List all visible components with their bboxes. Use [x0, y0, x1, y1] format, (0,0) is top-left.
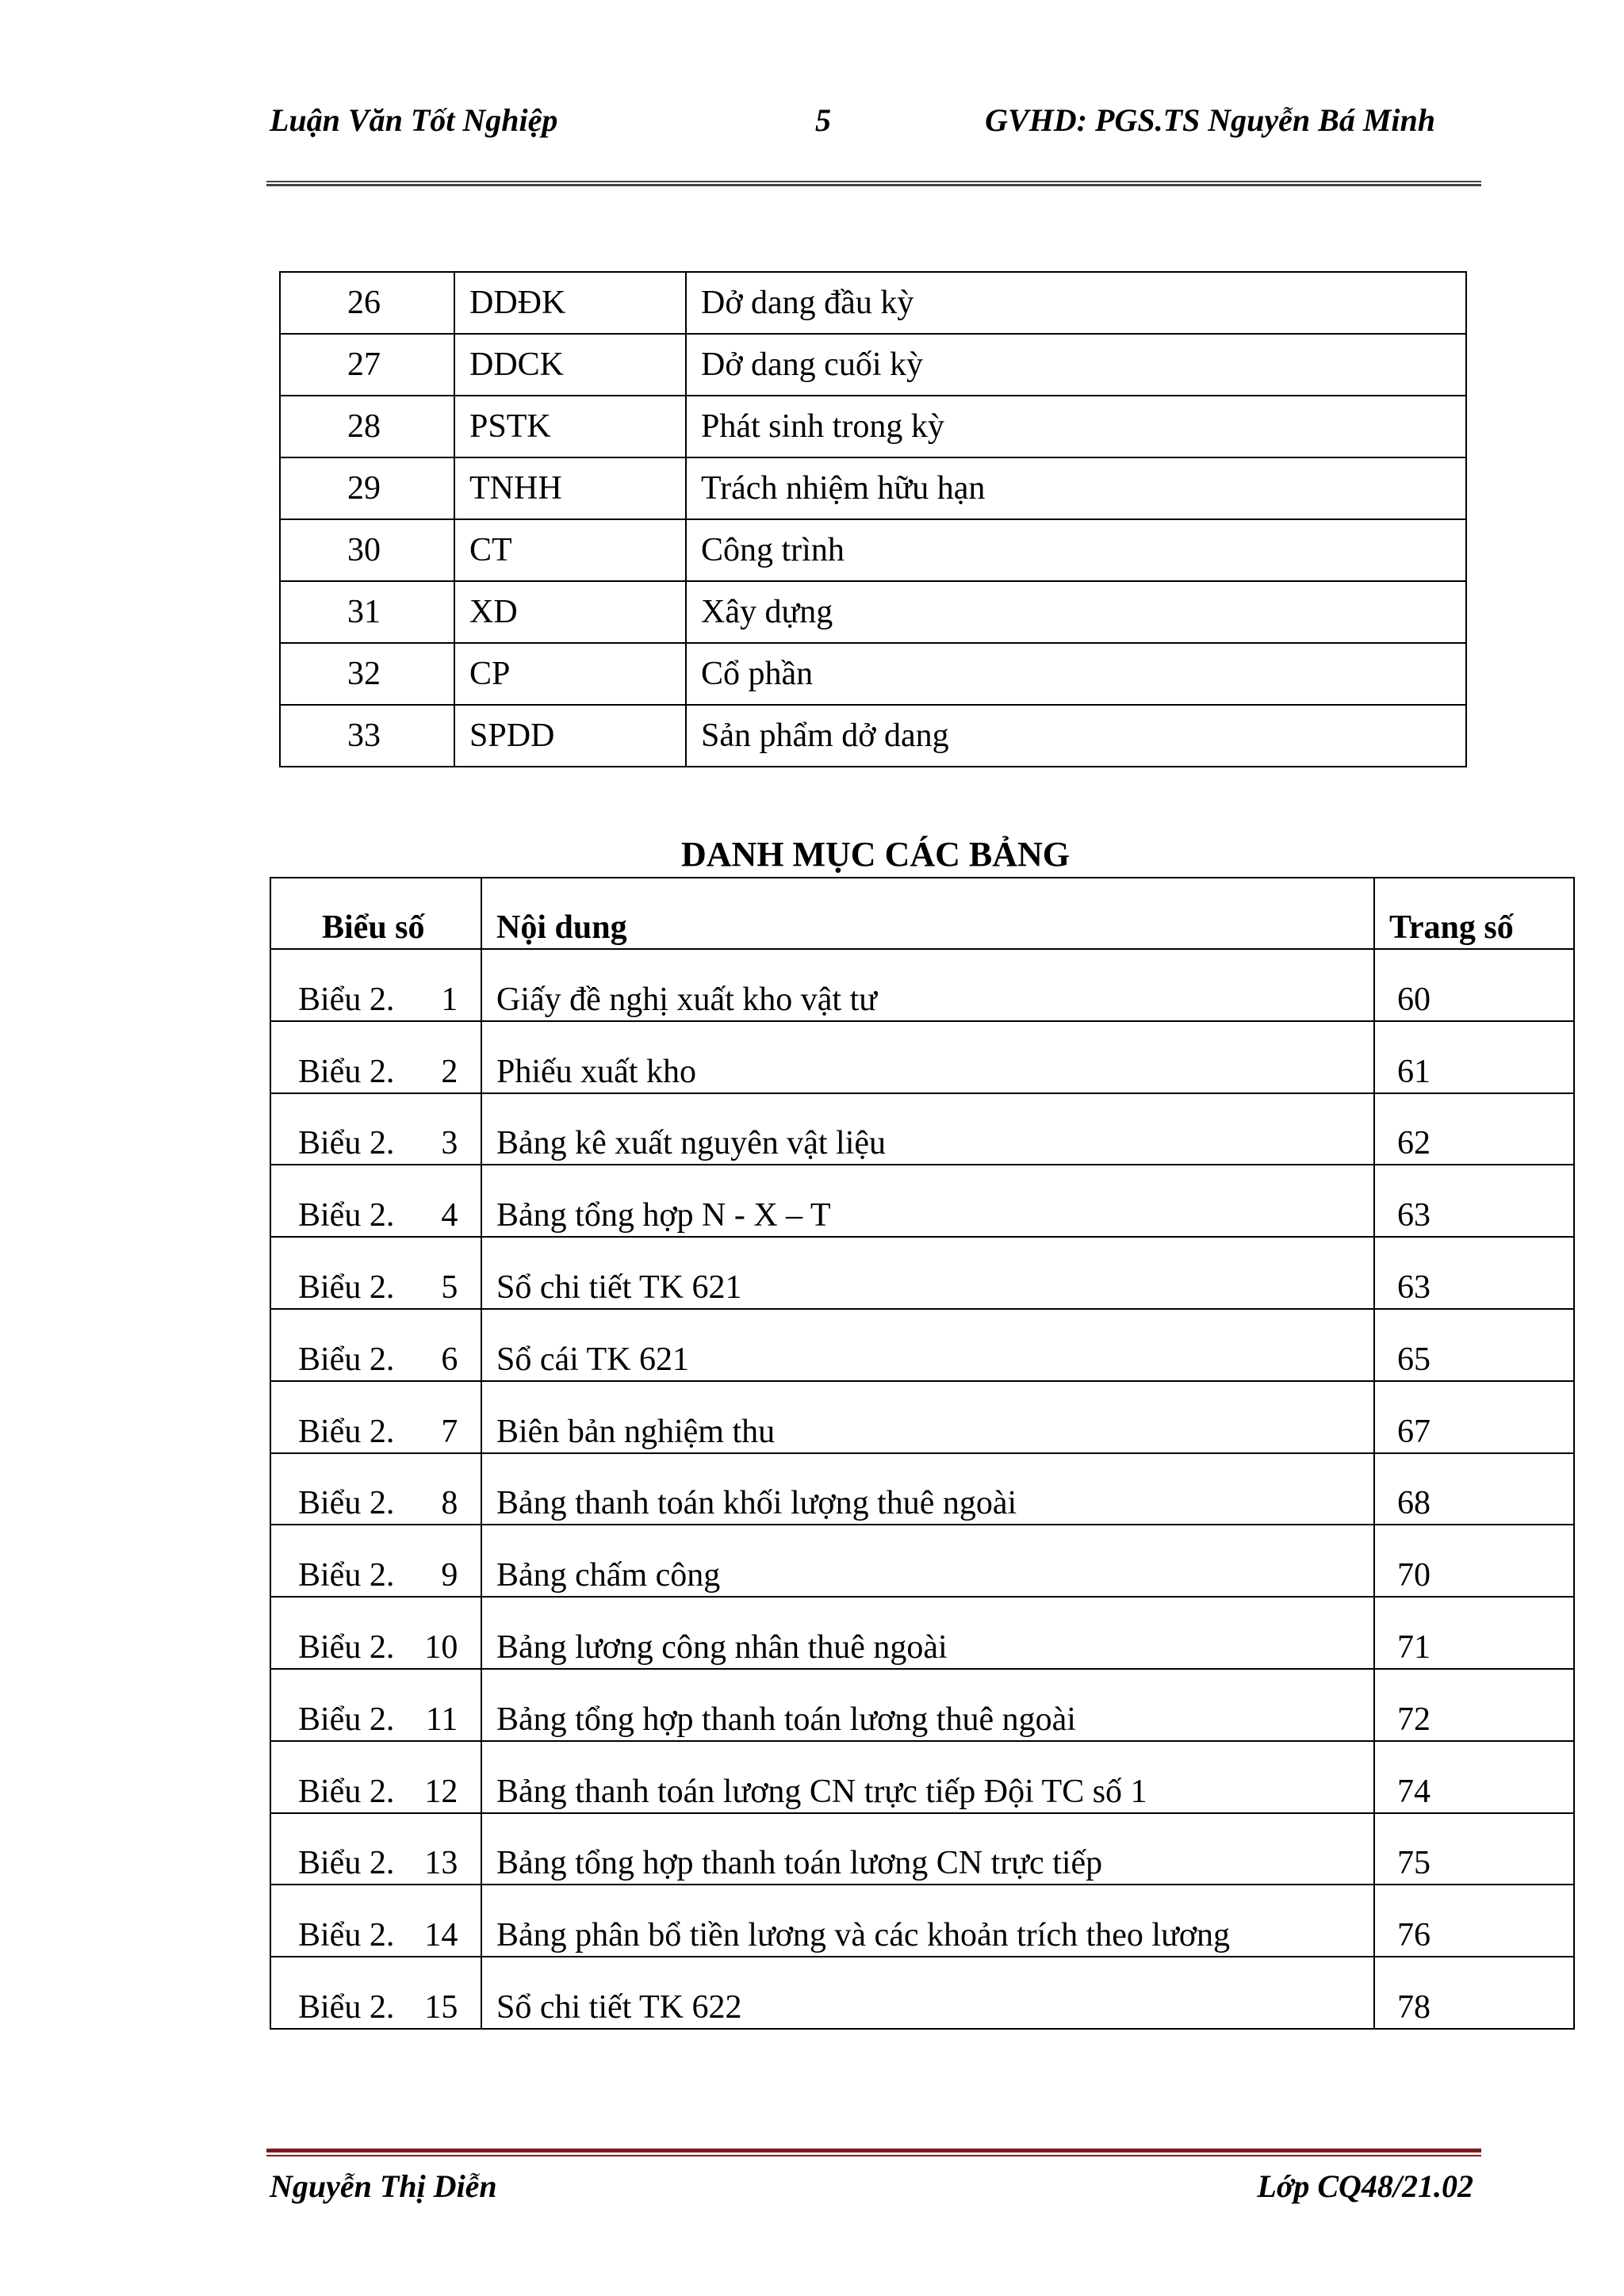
abbr-number: 32: [280, 643, 454, 705]
table-page-cell: 70: [1374, 1525, 1574, 1597]
table-number-cell: [270, 1237, 481, 1309]
footer-rule: [266, 2149, 1481, 2159]
header-thesis-title: Luận Văn Tốt Nghiệp: [270, 102, 558, 138]
tables-list-title: DANH MỤC CÁC BẢNG: [680, 835, 1071, 874]
table-number-prefix: Biểu 2.: [298, 1773, 395, 1810]
table-row: [280, 334, 1466, 396]
abbr-description: Cổ phần: [686, 643, 1466, 705]
table-content-cell: Sổ chi tiết TK 622: [481, 1957, 1374, 2029]
table-number-cell: [270, 1093, 481, 1165]
table-number-index: 11: [425, 1701, 458, 1738]
abbreviation-table: [279, 271, 1467, 767]
table-page-cell: 71: [1374, 1597, 1574, 1669]
table-row: [270, 1237, 1574, 1309]
table-content-cell: Sổ chi tiết TK 621: [481, 1237, 1374, 1309]
table-page-cell: 78: [1374, 1957, 1574, 2029]
page-header: [270, 94, 1443, 149]
table-row: [270, 1597, 1574, 1669]
table-number-cell: [270, 1669, 481, 1741]
table-number-prefix: Biểu 2.: [298, 1269, 395, 1306]
abbr-description: Phát sinh trong kỳ: [686, 396, 1466, 457]
table-number-cell: [270, 1381, 481, 1453]
table-number-index: 5: [441, 1269, 458, 1306]
table-number-prefix: Biểu 2.: [298, 1125, 395, 1162]
table-number-prefix: Biểu 2.: [298, 1413, 395, 1450]
table-number-prefix: Biểu 2.: [298, 1485, 395, 1522]
abbr-description: Trách nhiệm hữu hạn: [686, 457, 1466, 519]
table-number-index: 1: [441, 981, 458, 1018]
table-number-index: 10: [424, 1628, 458, 1666]
table-row: [270, 1453, 1574, 1525]
abbr-number: 31: [280, 581, 454, 643]
table-page-cell: 60: [1374, 949, 1574, 1021]
table-content-cell: Bảng thanh toán khối lượng thuê ngoài: [481, 1453, 1374, 1525]
table-number-prefix: Biểu 2.: [298, 1917, 395, 1954]
table-page-cell: 63: [1374, 1237, 1574, 1309]
footer-class: Lớp CQ48/21.02: [1257, 2168, 1473, 2204]
page-footer: [270, 2163, 1473, 2210]
table-page-cell: 61: [1374, 1021, 1574, 1093]
table-number-cell: [270, 1885, 481, 1957]
table-row: [270, 1669, 1574, 1741]
table-page-cell: 68: [1374, 1453, 1574, 1525]
table-number-prefix: Biểu 2.: [298, 981, 395, 1018]
abbr-description: Dở dang đầu kỳ: [686, 272, 1466, 334]
table-row: [270, 1021, 1574, 1093]
table-number-prefix: Biểu 2.: [298, 1557, 395, 1594]
abbr-number: 29: [280, 457, 454, 519]
table-number-prefix: Biểu 2.: [298, 1628, 395, 1666]
table-number-index: 3: [441, 1125, 458, 1162]
abbr-number: 28: [280, 396, 454, 457]
table-number-cell: [270, 949, 481, 1021]
table-row: [280, 396, 1466, 457]
table-content-cell: Bảng tổng hợp N - X – T: [481, 1165, 1374, 1237]
column-header-number: Biểu số: [270, 878, 481, 949]
table-page-cell: 62: [1374, 1093, 1574, 1165]
table-number-index: 15: [424, 1988, 458, 2026]
footer-author: Nguyễn Thị Diễn: [270, 2168, 497, 2204]
table-page-cell: 76: [1374, 1885, 1574, 1957]
table-row: [270, 1885, 1574, 1957]
abbr-description: Công trình: [686, 519, 1466, 581]
table-row: [270, 1093, 1574, 1165]
table-content-cell: Bảng phân bổ tiền lương và các khoản trích theo lương: [481, 1885, 1374, 1957]
table-row: [270, 1813, 1574, 1885]
table-number-prefix: Biểu 2.: [298, 1197, 395, 1234]
abbr-code: TNHH: [454, 457, 686, 519]
table-number-cell: [270, 1597, 481, 1669]
table-number-cell: [270, 1741, 481, 1813]
abbr-description: Sản phẩm dở dang: [686, 705, 1466, 767]
table-number-index: 6: [441, 1341, 458, 1378]
table-number-cell: [270, 1525, 481, 1597]
table-row: [270, 1381, 1574, 1453]
table-number-prefix: Biểu 2.: [298, 1053, 395, 1090]
table-content-cell: Phiếu xuất kho: [481, 1021, 1374, 1093]
table-content-cell: Sổ cái TK 621: [481, 1309, 1374, 1381]
table-content-cell: Bảng tổng hợp thanh toán lương CN trực tiếp: [481, 1813, 1374, 1885]
abbr-number: 30: [280, 519, 454, 581]
header-page-number: 5: [815, 102, 831, 138]
table-page-cell: 67: [1374, 1381, 1574, 1453]
table-number-cell: [270, 1813, 481, 1885]
table-page-cell: 74: [1374, 1741, 1574, 1813]
table-row: [270, 1741, 1574, 1813]
table-number-index: 9: [441, 1557, 458, 1594]
table-number-index: 13: [424, 1845, 458, 1882]
abbr-description: Dở dang cuối kỳ: [686, 334, 1466, 396]
table-header-row: [270, 878, 1574, 949]
table-row: [280, 705, 1466, 767]
column-header-content: Nội dung: [481, 878, 1374, 949]
column-header-page: Trang số: [1374, 878, 1574, 949]
table-number-prefix: Biểu 2.: [298, 1988, 395, 2026]
table-row: [270, 1309, 1574, 1381]
table-row: [280, 643, 1466, 705]
table-row: [270, 1957, 1574, 2029]
table-row: [270, 949, 1574, 1021]
abbr-code: CP: [454, 643, 686, 705]
table-page-cell: 65: [1374, 1309, 1574, 1381]
table-page-cell: 72: [1374, 1669, 1574, 1741]
table-number-index: 8: [441, 1485, 458, 1522]
abbr-code: PSTK: [454, 396, 686, 457]
abbr-description: Xây dựng: [686, 581, 1466, 643]
abbr-code: CT: [454, 519, 686, 581]
table-number-index: 12: [424, 1773, 458, 1810]
table-number-index: 14: [424, 1917, 458, 1954]
table-content-cell: Bảng tổng hợp thanh toán lương thuê ngoài: [481, 1669, 1374, 1741]
table-number-prefix: Biểu 2.: [298, 1845, 395, 1882]
table-number-cell: [270, 1453, 481, 1525]
table-content-cell: Giấy đề nghị xuất kho vật tư: [481, 949, 1374, 1021]
table-number-index: 4: [441, 1197, 458, 1234]
table-page-cell: 63: [1374, 1165, 1574, 1237]
abbr-code: DDĐK: [454, 272, 686, 334]
table-number-cell: [270, 1309, 481, 1381]
abbr-number: 26: [280, 272, 454, 334]
table-content-cell: Bảng thanh toán lương CN trực tiếp Đội TC số 1: [481, 1741, 1374, 1813]
table-number-cell: [270, 1021, 481, 1093]
table-number-index: 2: [441, 1053, 458, 1090]
abbr-code: SPDD: [454, 705, 686, 767]
abbr-code: DDCK: [454, 334, 686, 396]
tables-list-table: [270, 877, 1575, 2030]
abbr-number: 33: [280, 705, 454, 767]
table-row: [280, 272, 1466, 334]
table-number-cell: [270, 1165, 481, 1237]
table-row: [280, 457, 1466, 519]
table-number-prefix: Biểu 2.: [298, 1341, 395, 1378]
table-row: [270, 1525, 1574, 1597]
table-row: [280, 581, 1466, 643]
table-content-cell: Bảng chấm công: [481, 1525, 1374, 1597]
header-rule: [266, 181, 1481, 187]
table-row: [270, 1165, 1574, 1237]
table-number-cell: [270, 1957, 481, 2029]
table-content-cell: Biên bản nghiệm thu: [481, 1381, 1374, 1453]
table-row: [280, 519, 1466, 581]
table-content-cell: Bảng lương công nhân thuê ngoài: [481, 1597, 1374, 1669]
abbr-number: 27: [280, 334, 454, 396]
table-content-cell: Bảng kê xuất nguyên vật liệu: [481, 1093, 1374, 1165]
abbr-code: XD: [454, 581, 686, 643]
header-advisor: GVHD: PGS.TS Nguyễn Bá Minh: [985, 102, 1435, 138]
table-number-prefix: Biểu 2.: [298, 1701, 395, 1738]
table-number-index: 7: [441, 1413, 458, 1450]
table-page-cell: 75: [1374, 1813, 1574, 1885]
